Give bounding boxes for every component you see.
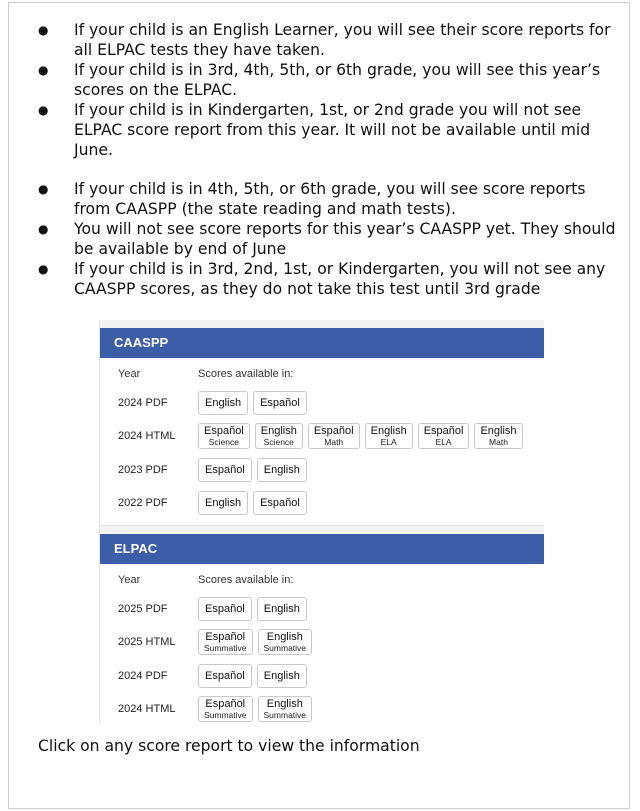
score-report-button[interactable]	[253, 491, 307, 515]
score-row	[100, 419, 544, 453]
button-subject-label: Summative	[204, 710, 247, 720]
year-format-label: 2024 PDF	[118, 669, 168, 682]
score-report-button[interactable]	[257, 597, 307, 621]
button-language-label: English	[205, 396, 242, 409]
button-subject-label: ELA	[435, 437, 452, 447]
score-row	[100, 386, 544, 419]
instruction-text: Click on any score report to view the information	[38, 737, 420, 755]
bullet-item: ● If your child is in 3rd, 2nd, 1st, or Kindergarten, you will not see any CAASPP scores, as they do not take this test until 3rd grade	[38, 259, 618, 299]
panel-top-bar	[100, 320, 544, 328]
caaspp-rows	[100, 386, 544, 519]
button-language-label: English	[370, 425, 407, 437]
score-buttons	[198, 597, 307, 621]
button-language-label: English	[263, 463, 300, 476]
score-report-button[interactable]	[257, 458, 307, 482]
score-reports-panel	[99, 320, 544, 724]
bullet-spacer	[38, 160, 618, 179]
elpac-section-header: ELPAC	[100, 534, 544, 564]
year-format-label: 2024 HTML	[118, 430, 176, 442]
year-format-label: 2025 PDF	[118, 602, 168, 615]
year-column-header: Year	[118, 368, 141, 380]
score-buttons	[198, 491, 307, 515]
bullet-item: ● If your child is in 3rd, 4th, 5th, or 6th grade, you will see this year’s scores on the ELPAC.	[38, 60, 618, 100]
score-row	[100, 486, 544, 519]
score-buttons	[198, 391, 307, 415]
button-subject-label: Science	[263, 437, 294, 447]
button-subject-label: Math	[324, 437, 344, 447]
caaspp-column-headers	[100, 362, 544, 386]
score-buttons	[198, 458, 307, 482]
score-report-button[interactable]	[253, 391, 307, 415]
score-report-button[interactable]	[418, 423, 470, 449]
button-language-label: Español	[204, 425, 244, 437]
elpac-rows	[100, 592, 544, 724]
button-language-label: Español	[313, 425, 354, 437]
button-language-label: Español	[260, 396, 300, 409]
button-language-label: English	[263, 669, 300, 682]
score-row	[100, 592, 544, 625]
scores-column-header: Scores available in:	[198, 574, 294, 586]
score-buttons	[198, 629, 312, 655]
button-language-label: Español	[205, 463, 245, 476]
year-format-label: 2023 PDF	[118, 463, 168, 476]
bullet-item: ● If your child is in Kindergarten, 1st, or 2nd grade you will not see ELPAC score report from this year. It will not be available until mid June.	[38, 100, 618, 160]
button-language-label: Español	[205, 602, 245, 615]
score-report-button[interactable]	[365, 423, 413, 449]
button-subject-label: Math	[489, 437, 508, 447]
button-language-label: English	[205, 496, 242, 509]
bullet-item: ● You will not see score reports for this year’s CAASPP yet. They should be available by end of June	[38, 219, 618, 259]
score-report-button[interactable]	[258, 629, 313, 655]
button-language-label: Español	[260, 496, 300, 509]
score-report-button[interactable]	[257, 664, 307, 688]
button-subject-label: ELA	[380, 437, 397, 447]
score-buttons	[198, 423, 523, 449]
score-row	[100, 453, 544, 486]
button-subject-label: Summative	[204, 643, 247, 653]
year-format-label: 2024 HTML	[118, 703, 176, 715]
button-language-label: Español	[423, 425, 464, 437]
button-language-label: English	[480, 425, 517, 437]
year-format-label: 2025 HTML	[118, 636, 176, 648]
score-report-button[interactable]	[258, 696, 313, 722]
scores-column-header: Scores available in:	[198, 368, 294, 380]
caaspp-section-header: CAASPP	[100, 328, 544, 358]
button-subject-label: Summative	[263, 643, 307, 653]
year-format-label: 2024 PDF	[118, 396, 168, 409]
bullet-item: ● If your child is in 4th, 5th, or 6th grade, you will see score reports from CAASPP (the state reading and math tests).	[38, 179, 618, 219]
button-language-label: English	[266, 631, 303, 643]
button-language-label: English	[260, 425, 297, 437]
score-report-button[interactable]	[474, 423, 522, 449]
score-buttons	[198, 696, 312, 722]
score-row	[100, 692, 544, 724]
button-language-label: English	[263, 602, 300, 615]
score-report-button[interactable]	[308, 423, 360, 449]
button-language-label: Español	[205, 698, 246, 710]
score-report-button[interactable]	[198, 391, 248, 415]
bullet-item: ● If your child is an English Learner, you will see their score reports for all ELPAC tests they have taken.	[38, 20, 618, 60]
elpac-column-headers	[100, 568, 544, 592]
score-buttons	[198, 664, 307, 688]
score-report-button[interactable]	[198, 597, 252, 621]
section-separator	[100, 525, 544, 534]
score-row	[100, 625, 544, 659]
score-report-button[interactable]	[198, 664, 252, 688]
score-report-button[interactable]	[198, 491, 248, 515]
year-format-label: 2022 PDF	[118, 496, 168, 509]
button-language-label: English	[266, 698, 303, 710]
year-column-header: Year	[118, 574, 141, 586]
score-report-button[interactable]	[255, 423, 303, 449]
button-subject-label: Science	[208, 437, 239, 447]
score-report-button[interactable]	[198, 458, 252, 482]
button-language-label: Español	[205, 631, 246, 643]
score-report-button[interactable]	[198, 423, 250, 449]
button-language-label: Español	[205, 669, 245, 682]
score-report-button[interactable]	[198, 629, 253, 655]
score-row	[100, 659, 544, 692]
score-report-button[interactable]	[198, 696, 253, 722]
button-subject-label: Summative	[263, 710, 307, 720]
info-bullet-list	[38, 20, 618, 299]
